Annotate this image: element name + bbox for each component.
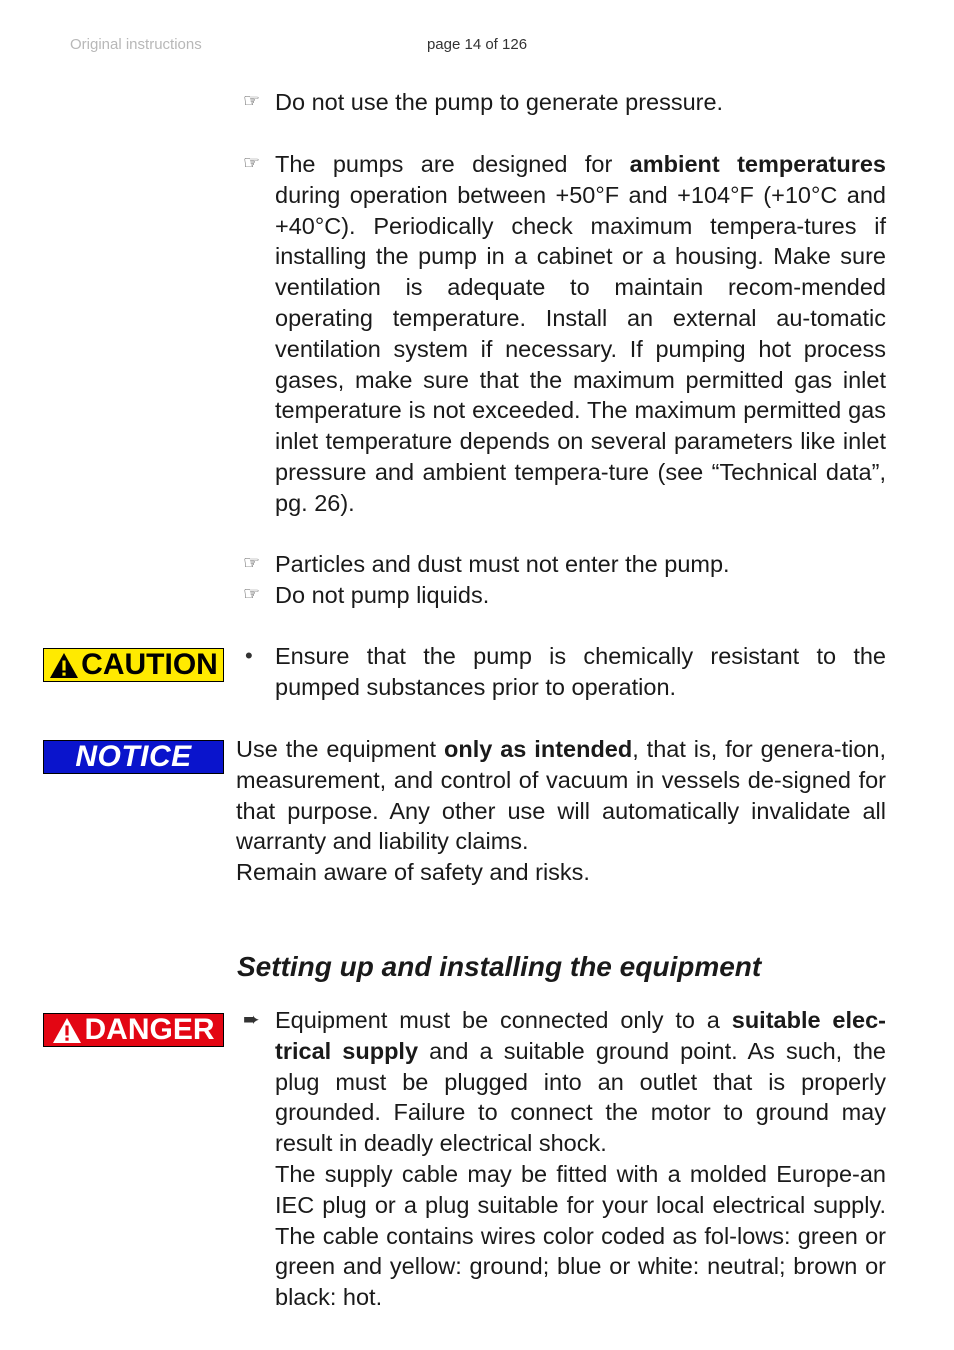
danger-label: [43, 1013, 224, 1047]
arrow-right-icon: ➨: [243, 1009, 260, 1031]
caution-message: Ensure that the pump is chemically resistant to the pumped substances prior to operation.: [275, 643, 886, 700]
danger-message: [275, 1005, 886, 1313]
caution-item: [243, 641, 886, 703]
bullet-text-1: Do not use the pump to generate pressure.: [275, 89, 724, 115]
notice-text: NOTICE: [75, 740, 192, 773]
header-left: Original instructions: [70, 36, 202, 53]
danger-paragraph-2: The supply cable may be fitted with a molded Europe-an IEC plug or a plug suitable for your local electrical supply. The cable contains wires color coded as fol-lows: green or green and yellow: ground; blue or white: neutral; brown or black: hot.: [275, 1160, 886, 1311]
warning-triangle-icon: [52, 1017, 82, 1044]
bullet-text-2: The pumps are designed for ambient temperatures during operation between +50°F and +104°F (+10°C and +40°C). Periodically check maximum tempera-tures if installing the pump in a cabinet or a housing. Make sure ventilation is adequate to maintain recom-mended operating temperature. Install an external au-tomatic ventilation system if necessary. If pumping hot process gases, make sure that the maximum permitted gas inlet temperature is not exceeded. The maximum permitted gas inlet temperature depends on several parameters like inlet pressure and ambient tempera-ture (see “Technical data”, pg. 26).: [275, 151, 886, 516]
pointing-hand-icon: ☞: [243, 91, 261, 112]
notice-label: [43, 740, 224, 774]
bullet-item-2: [243, 149, 886, 519]
warning-triangle-icon: [49, 652, 79, 679]
pointing-hand-icon: ☞: [243, 153, 261, 174]
danger-text: DANGER: [84, 1013, 215, 1046]
caution-label: [43, 648, 224, 682]
notice-paragraph-1: Use the equipment only as intended, that is, for genera-tion, measurement, and control of vacuum in vessels de-signed for that purpose. Any other use will automatically invalidate all warranty and liability claims.: [236, 736, 887, 855]
page-number: page 14 of 126: [426, 36, 528, 53]
danger-paragraph-1: Equipment must be connected only to a suitable elec-trical supply and a suitable ground point. As such, the plug must be plugged into an outlet that is properly grounded. Failure to connect the motor to ground may result in deadly electrical shock.: [275, 1007, 887, 1157]
pointing-hand-icon: ☞: [243, 584, 261, 605]
bullet-text-3: Particles and dust must not enter the pump.: [275, 551, 730, 577]
bullet-item-3: [243, 549, 886, 580]
notice-body: [236, 734, 886, 888]
caution-text: CAUTION: [81, 648, 218, 681]
bullet-item-1: [243, 87, 886, 118]
notice-paragraph-2: Remain aware of safety and risks.: [236, 859, 590, 886]
bullet-dot: •: [245, 643, 253, 668]
section-heading: Setting up and installing the equipment: [237, 951, 762, 982]
pointing-hand-icon: ☞: [243, 553, 261, 574]
bullet-item-4: [243, 580, 886, 611]
danger-item: [243, 1005, 886, 1313]
bullet-text-4: Do not pump liquids.: [275, 582, 490, 608]
